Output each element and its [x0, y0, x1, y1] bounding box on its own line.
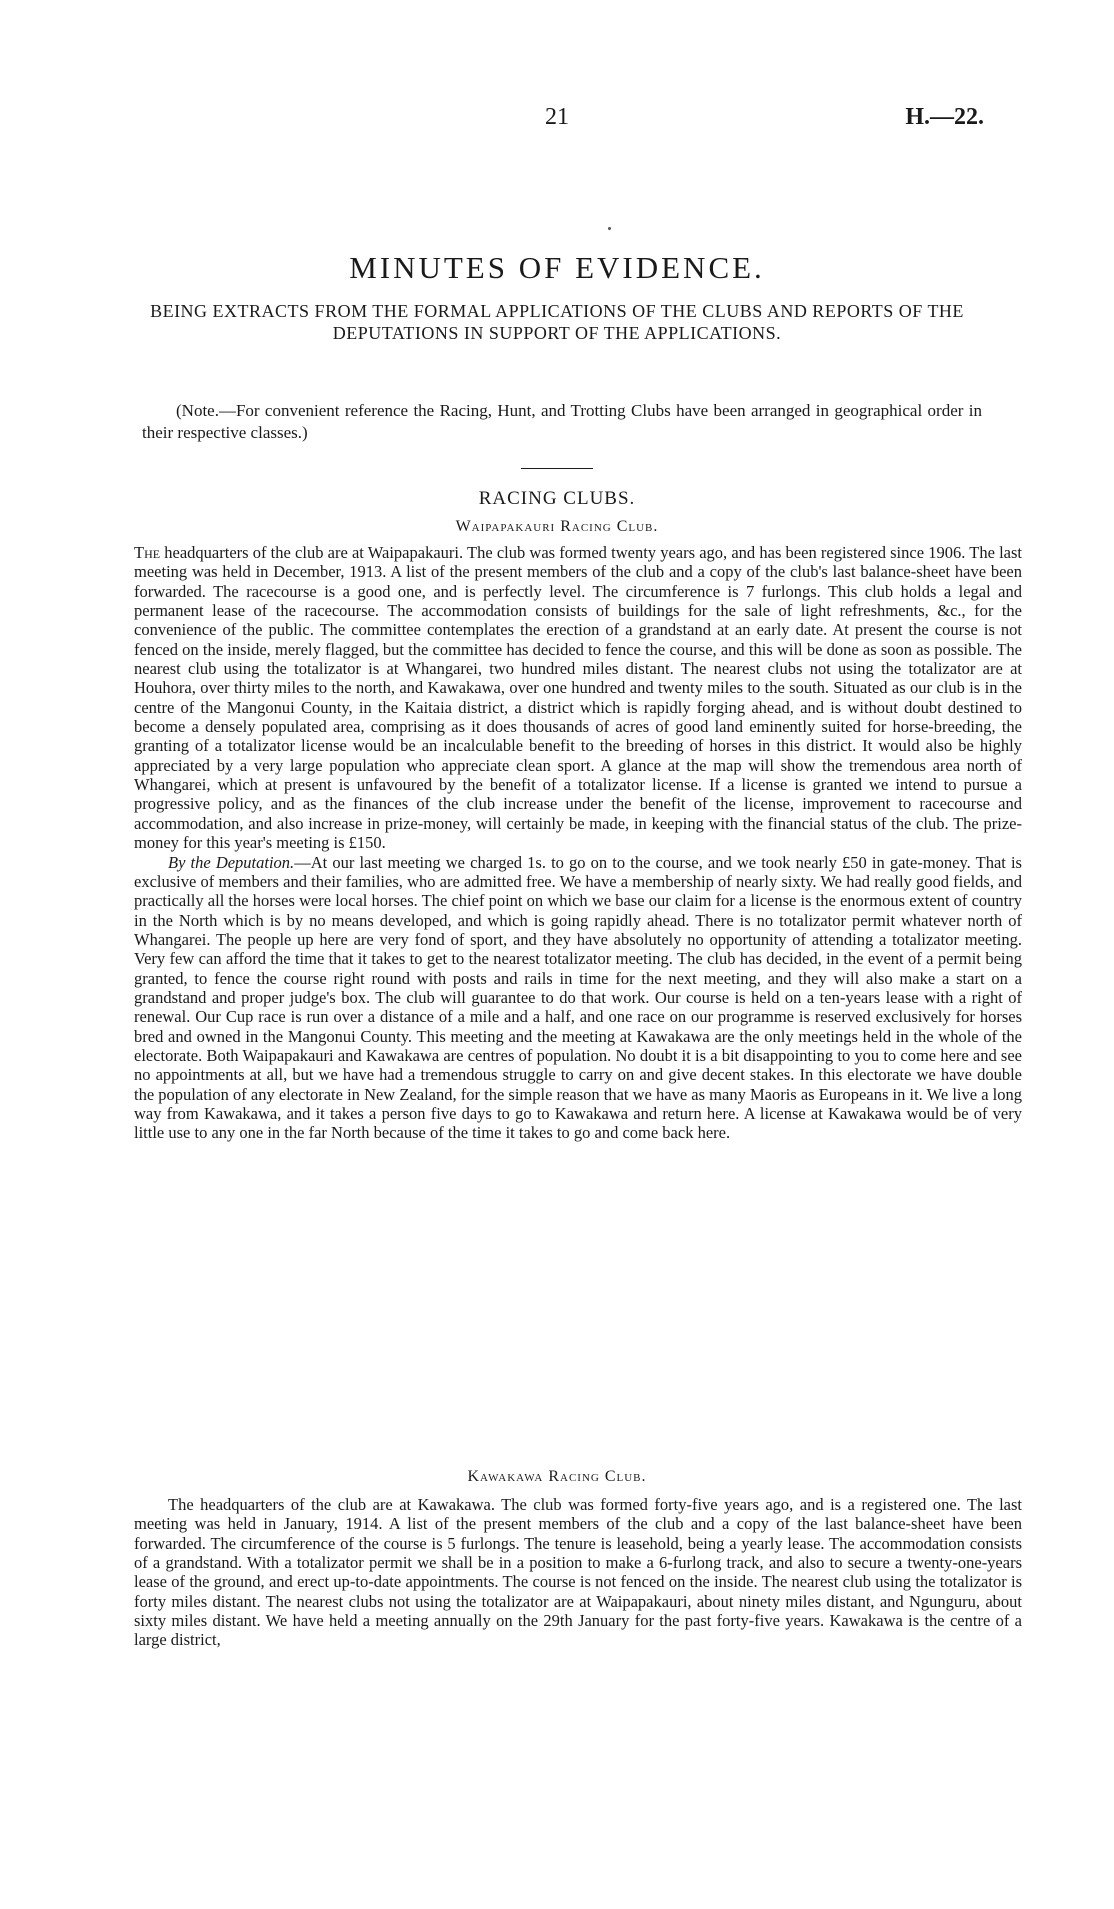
print-speck — [608, 227, 611, 230]
lead-word: The — [134, 543, 161, 562]
deputation-text: —At our last meeting we charged 1s. to go on to the course, and we took nearly £50 in gate-money. That is exclusive of members and their families, who are admitted free. We have a membership of nearly sixty. We had really good fields, and practically all the horses were local horses. The chief point on which we base our claim for a license is the enormous extent of country in the North which is by no means developed, and which is going rapidly ahead. There is no totalizator permit whatever north of Whangarei. The people up here are very fond of sport, and they have absolutely no opportunity of attending a totalizator meeting. Very few can afford the time that it takes to get to the nearest totalizator meeting. The club has decided, in the event of a permit being granted, to fence the course right round with posts and rails in time for the next meeting, and they will also make a start on a grandstand and proper judge's box. The club will guarantee to do that work. Our course is held on a ten-years lease with a right of renewal. Our Cup race is run over a distance of a mile and a half, and one race on our programme is reserved exclusively for horses bred and owned in the Mangonui County. This meeting and the meeting at Kawakawa are the only meetings held in the whole of the electorate. Both Waipapakauri and Kawakawa are centres of population. No doubt it is a bit disappointing to you to come here and see no appointments at all, but we have had a tremendous struggle to carry on and give decent stakes. In this electorate we have double the population of any electorate in New Zealand, for the simple reason that we have as many Maoris as Europeans in it. We live a long way from Kawakawa, and it takes a person five days to go to Kawakawa and return here. A license at Kawakawa would be of very little use to any one in the far North because of the time it takes to go and come back here. — [134, 852, 1022, 1143]
deputation-paragraph — [134, 853, 1022, 1143]
page-subtitle: BEING EXTRACTS FROM THE FORMAL APPLICATIONS OF THE CLUBS AND REPORTS OF THE DEPUTATIONS IN SUPPORT OF THE APPLICATIONS. — [150, 301, 964, 343]
page-header — [130, 104, 984, 140]
application-paragraph — [134, 543, 1022, 853]
application-paragraph: The headquarters of the club are at Kawakawa. The club was formed forty-five years ago, and is a registered one. The last meeting was held in January, 1914. A list of the present members of the club and a copy of the last balance-sheet have been forwarded. The circumference of the course is 5 furlongs. The tenure is leasehold, being a yearly lease. The accommodation consists of a grandstand. With a totalizator permit we shall be in a position to make a 6-furlong track, and also to secure a twenty-one-years lease of the ground, and erect up-to-date appointments. The course is not fenced on the inside. The nearest club using the totalizator is forty miles distant. The nearest clubs not using the totalizator are at Waipapakauri, about ninety miles distant, and Ngunguru, about sixty miles distant. We have held a meeting annually on the 29th January for the past forty-five years. Kawakawa is the centre of a large district, — [134, 1495, 1022, 1650]
club-title-kawakawa: Kawakawa Racing Club. — [467, 1468, 647, 1485]
page-number: 21 — [545, 104, 569, 130]
deputation-label: By the Deputation. — [168, 852, 295, 872]
application-text: headquarters of the club are at Waipapakauri. The club was formed twenty years ago, and has been registered since 1906. The last meeting was held in December, 1913. A list of the present members of the club and a copy of the club's last balance-sheet have been forwarded. The racecourse is a good one, and is perfectly level. The circumference is 7 furlongs. This club holds a legal and permanent lease of the racecourse. The accommodation consists of buildings for the sale of light refreshments, &c., for the convenience of the public. The committee contemplates the erection of a grandstand at an early date. At present the course is not fenced on the inside, merely flagged, but the committee has decided to fence the course, and this will be done as soon as possible. The nearest club using the totalizator is at Whangarei, two hundred miles distant. The nearest clubs not using the totalizator are at Houhora, over thirty miles to the north, and Kawakawa, over one hundred and twenty miles to the south. Situated as our club is in the centre of the Mangonui County, in the Kaitaia district, a district which is rapidly forging ahead, and is without doubt destined to become a densely populated area, comprising as it does thousands of acres of good land eminently suited for horse-breeding, the granting of a totalizator license would be an incalculable benefit to the breeding of horses in this district. It would also be highly appreciated by a very large population who appreciate clean sport. A glance at the map will show the tremendous area north of Whangarei, which at present is unfavoured by the benefit of a totalizator license. If a license is granted we intend to pursue a progressive policy, and as the finances of the club increase under the benefit of the license, improvement to racecourse and accommodation, and also increase in prize-money, will certainly be made, in keeping with the financial status of the club. The prize-money for this year's meeting is £150. — [134, 543, 1022, 853]
page-title: MINUTES OF EVIDENCE. — [349, 250, 765, 285]
club-title-waipapakauri: Waipapakauri Racing Club. — [455, 518, 659, 535]
document-code: H.—22. — [905, 104, 984, 130]
club-section-kawakawa — [134, 1495, 1022, 1650]
section-divider — [521, 468, 593, 469]
club-section-waipapakauri — [134, 543, 1022, 1143]
editorial-note: (Note.—For convenient reference the Racing, Hunt, and Trotting Clubs have been arranged in geographical order in their respective classes.) — [142, 401, 982, 442]
section-heading: RACING CLUBS. — [478, 488, 636, 509]
